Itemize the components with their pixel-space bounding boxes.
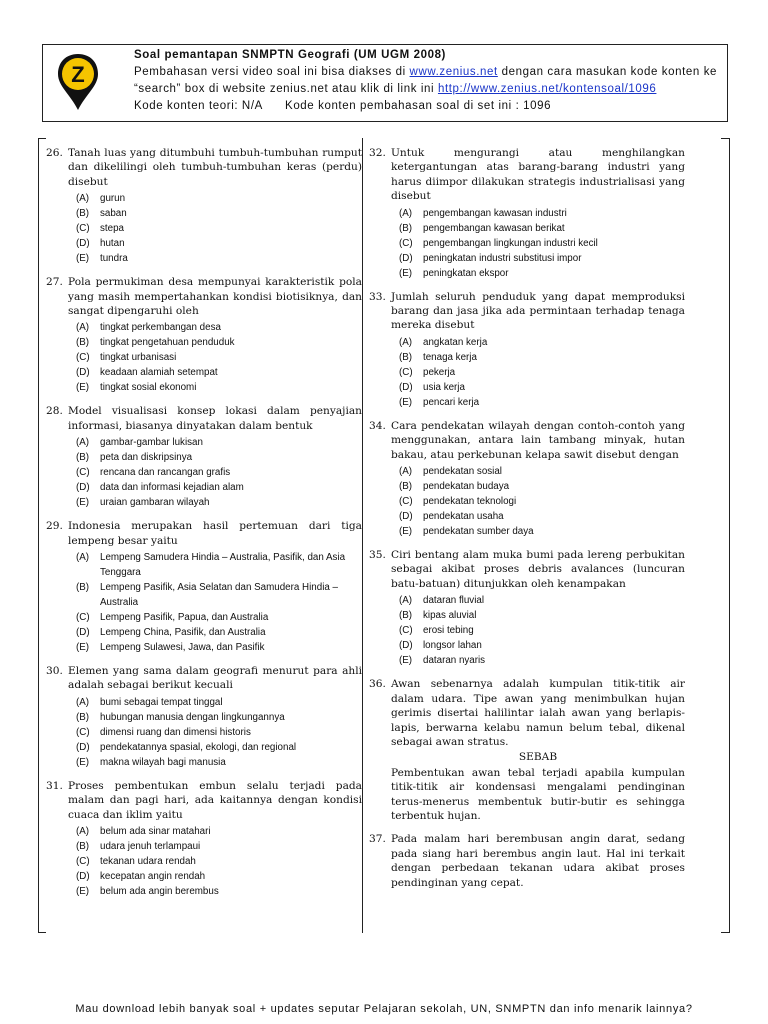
option-item [76,350,362,365]
option-letter: (D) [76,627,90,639]
option-text: udara jenuh terlampaui [100,841,201,853]
option-letter: (C) [76,223,90,235]
option-text: Lempeng Sulawesi, Jawa, dan Pasifik [100,642,265,654]
option-letter: (D) [76,482,90,494]
option-text: peta dan diskripsinya [100,452,193,464]
option-list [76,695,362,770]
option-letter: (E) [76,382,90,394]
question-number: 36. [369,678,386,691]
option-letter: (D) [399,252,413,264]
option-letter: (B) [399,351,413,363]
question-stem [369,548,685,591]
option-text: tingkat pengetahuan penduduk [100,337,235,349]
option-text: kecepatan angin rendah [100,871,206,883]
question-text: Elemen yang sama dalam geografi menurut para ahli adalah sebagai berikut kecuali [68,665,362,692]
option-item [76,221,362,236]
question-text: Tanah luas yang ditumbuhi tumbuh-tumbuhan rumput dan dikelilingi oleh tumbuh-tumbuhan keras (perdu) disebut [68,147,362,188]
option-item [76,625,362,640]
question-29 [46,519,362,655]
question-34 [369,419,685,539]
option-letter: (C) [399,237,413,249]
option-letter: (A) [399,336,413,348]
option-list [76,550,362,655]
option-text: hubungan manusia dengan lingkungannya [100,711,285,723]
option-text: pendekatannya spasial, ekologi, dan regional [100,741,297,753]
option-item [399,395,685,410]
question-stem [46,779,362,822]
option-item [399,524,685,539]
option-list [399,593,685,668]
option-letter: (E) [76,756,90,768]
option-text: pendekatan sumber daya [423,526,534,538]
option-letter: (B) [399,481,413,493]
svg-text:Z: Z [71,62,85,87]
option-item [76,450,362,465]
option-letter: (A) [76,552,90,564]
option-letter: (A) [399,466,413,478]
option-list [399,335,685,410]
option-letter: (B) [76,711,90,723]
option-item [399,593,685,608]
question-30 [46,664,362,770]
option-list [399,464,685,539]
option-item [76,839,362,854]
question-27 [46,275,362,395]
option-item [399,266,685,281]
option-item [399,479,685,494]
option-letter: (E) [76,886,90,898]
option-item [399,608,685,623]
option-item [76,480,362,495]
question-text: Awan sebenarnya adalah kumpulan titik-titik air dalam udara. Tipe awan yang menimbulkan hujan gerimis disertai halilintar ialah awan yang berlapis-lapis, berwarna kelabu namun belum tebal, dikenal sebagai awan stratus. [391,678,685,748]
option-letter: (C) [399,496,413,508]
question-number: 33. [369,290,386,303]
option-text: data dan informasi kejadian alam [100,482,244,494]
question-32 [369,146,685,281]
option-letter: (D) [399,381,413,393]
sebab-label: SEBAB [518,751,558,764]
option-letter: (A) [76,696,90,708]
option-letter: (E) [399,655,413,667]
option-text: keadaan alamiah setempat [100,367,218,379]
question-number: 34. [369,419,386,432]
option-letter: (C) [76,467,90,479]
option-text: tingkat perkembangan desa [100,322,221,334]
option-letter: (A) [399,207,413,219]
option-item [76,435,362,450]
question-text: Indonesia merupakan hasil pertemuan dari tiga lempeng besar yaitu [68,520,362,547]
option-letter: (D) [76,741,90,753]
option-letter: (A) [76,826,90,838]
option-text: pencari kerja [423,396,480,408]
option-list [76,824,362,899]
option-item [76,465,362,480]
option-text: pendekatan usaha [423,511,504,523]
option-item [399,494,685,509]
question-text: Ciri bentang alam muka bumi pada lereng perbukitan sebagai akibat proses debris avalances (luncuran batu-batuan) ditunjukkan oleh kenampakan [391,549,685,590]
option-item [399,236,685,251]
question-28 [46,404,362,510]
option-text: longsor lahan [423,640,482,652]
option-text: pekerja [423,366,456,378]
question-stem [46,664,362,693]
option-letter: (A) [76,322,90,334]
option-item [399,638,685,653]
question-31 [46,779,362,899]
option-text: pendekatan sosial [423,466,502,478]
option-item [76,495,362,510]
option-item [76,710,362,725]
right-column [369,146,685,899]
option-letter: (E) [76,642,90,654]
option-letter: (E) [399,396,413,408]
question-37 [369,832,685,890]
option-item [76,725,362,740]
question-text: Pola permukiman desa mempunyai karakteristik pola yang masih mempertahankan kondisi biotisiknya, dan sangat dipengaruhi oleh [68,276,362,318]
option-text: tingkat urbanisasi [100,352,177,364]
question-text: Pada malam hari berembusan angin darat, sedang pada siang hari berembus angin laut. Hal ini terkait dengan perbedaan tekanan udara akibat proses pendinginan yang cepat. [391,833,685,889]
option-item [399,335,685,350]
option-text: pengembangan kawasan industri [423,207,567,219]
header-line-2: Pembahasan versi video soal ini bisa diakses di www.zenius.net dengan cara masukan kode konten ke [134,66,718,78]
option-text: peningkatan ekspor [423,267,509,279]
question-text: Proses pembentukan embun selalu terjadi pada malam dan pagi hari, ada kaitannya dengan kondisi cuaca dan iklim yaitu [68,779,362,821]
option-item [399,509,685,524]
option-item [76,740,362,755]
option-item [399,464,685,479]
reason-text: Pembentukan awan tebal terjadi apabila kumpulan titik-titik air kondensasi mengalami pendinginan terus-menerus membentuk butir-butir es sehingga terbentuk hujan. [391,766,685,822]
question-number: 35. [369,549,386,562]
option-item [76,191,362,206]
option-list [76,320,362,395]
question-number: 27. [46,276,63,289]
option-text: kipas aluvial [423,610,477,622]
option-text: gambar-gambar lukisan [100,437,203,449]
option-item [76,884,362,899]
question-36 [369,677,685,823]
option-item [399,365,685,380]
question-number: 30. [46,665,63,678]
option-text: belum ada sinar matahari [100,826,211,838]
question-stem [369,832,685,890]
option-letter: (B) [76,841,90,853]
option-text: usia kerja [423,381,465,393]
option-list [76,435,362,510]
option-text: Lempeng Samudera Hindia – Australia, Pasifik, dan Asia Tenggara [100,552,346,579]
option-item [76,320,362,335]
option-text: pengembangan kawasan berikat [423,222,565,234]
option-text: Lempeng China, Pasifik, dan Australia [100,627,266,639]
question-number: 29. [46,520,63,533]
option-text: angkatan kerja [423,336,488,348]
option-text: pendekatan budaya [423,481,510,493]
question-stem [46,275,362,318]
option-item [399,251,685,266]
option-item [76,365,362,380]
option-letter: (A) [76,193,90,205]
question-text: Model visualisasi konsep lokasi dalam penyajian informasi, biasanya dinyatakan dalam bentuk [68,405,362,432]
option-item [76,640,362,655]
option-letter: (D) [399,511,413,523]
option-text: belum ada angin berembus [100,886,219,898]
option-letter: (E) [76,497,90,509]
option-item [76,824,362,839]
option-item [76,755,362,770]
option-text: hutan [100,238,125,250]
option-text: saban [100,208,127,220]
option-text: peningkatan industri substitusi impor [423,252,582,264]
option-text: tekanan udara rendah [100,856,196,868]
option-letter: (C) [76,856,90,868]
option-item [76,550,362,580]
question-number: 32. [369,147,386,159]
header-line-3: “search” box di website zenius.net atau klik di link ini http://www.zenius.net/kontensoal/1096 [134,83,657,95]
option-text: dataran nyaris [423,655,486,667]
option-item [76,854,362,869]
option-letter: (B) [76,208,90,220]
option-letter: (C) [76,352,90,364]
zenius-link[interactable]: www.zenius.net [409,66,498,78]
page-title: Soal pemantapan SNMPTN Geografi (UM UGM 2008) [134,49,446,61]
option-list [399,206,685,281]
option-letter: (D) [76,871,90,883]
option-text: gurun [100,193,126,205]
option-text: Lempeng Pasifik, Asia Selatan dan Samudera Hindia – Australia [100,582,338,609]
option-letter: (A) [76,437,90,449]
option-item [399,653,685,668]
question-35 [369,548,685,668]
option-item [76,695,362,710]
option-letter: (C) [399,625,413,637]
question-number: 26. [46,147,63,159]
option-item [76,206,362,221]
option-letter: (D) [76,367,90,379]
question-text: Cara pendekatan wilayah dengan contoh-contoh yang menggunakan, antara lain tambang minyak, hutan bakau, atau perkebunan kelapa sawit disebut dengan [391,419,685,461]
option-item [76,335,362,350]
question-stem [369,677,685,749]
question-stem [46,519,362,548]
option-item [399,623,685,638]
option-item [399,350,685,365]
option-item [76,580,362,610]
question-stem [46,404,362,433]
header-text [134,47,724,115]
option-letter: (C) [399,366,413,378]
option-item [76,251,362,266]
option-letter: (B) [399,222,413,234]
left-column [46,146,362,908]
question-stem [369,146,685,204]
question-number: 31. [46,779,63,792]
option-item [399,380,685,395]
option-text: Lempeng Pasifik, Papua, dan Australia [100,612,269,624]
option-text: tundra [100,253,128,265]
option-text: bumi sebagai tempat tinggal [100,696,223,708]
option-letter: (B) [76,337,90,349]
question-stem [369,290,685,333]
option-text: rencana dan rancangan grafis [100,467,231,479]
option-letter: (E) [399,267,413,279]
option-text: pendekatan teknologi [423,496,517,508]
option-letter: (E) [399,526,413,538]
option-text: erosi tebing [423,625,474,637]
option-letter: (C) [76,612,90,624]
option-letter: (B) [76,582,90,594]
zenius-logo [56,52,100,112]
option-text: tenaga kerja [423,351,477,363]
option-letter: (B) [76,452,90,464]
question-number: 37. [369,833,386,846]
question-33 [369,290,685,410]
option-letter: (C) [76,726,90,738]
option-item [76,236,362,251]
option-item [76,869,362,884]
question-text: Untuk mengurangi atau menghilangkan ketergantungan atas barang-barang industri yang harus diimpor dilakukan strategis industrialisasi yang disebut [391,147,685,203]
option-letter: (E) [76,253,90,265]
option-list [76,191,362,266]
option-text: uraian gambaran wilayah [100,497,210,509]
option-text: tingkat sosial ekonomi [100,382,197,394]
question-text: Jumlah seluruh penduduk yang dapat memproduksi barang dan jasa jika ada permintaan terhadap tenaga mereka disebut [391,290,685,332]
option-item [399,206,685,221]
question-stem [369,419,685,462]
option-text: stepa [100,223,124,235]
header-line-4: Kode konten teori: N/A Kode konten pembahasan soal di set ini : 1096 [134,100,552,112]
option-item [76,610,362,625]
option-letter: (A) [399,595,413,607]
option-letter: (B) [399,610,413,622]
option-item [399,221,685,236]
footer-text: Mau download lebih banyak soal + updates seputar Pelajaran sekolah, UN, SNMPTN dan info menarik lainnya? [75,1003,693,1015]
option-text: pengembangan lingkungan industri kecil [423,237,598,249]
option-letter: (D) [76,238,90,250]
option-item [76,380,362,395]
question-stem [46,146,362,189]
option-text: dimensi ruang dan dimensi historis [100,726,251,738]
kontensoal-link[interactable]: http://www.zenius.net/kontensoal/1096 [437,83,657,95]
option-text: makna wilayah bagi manusia [100,756,226,768]
option-text: dataran fluvial [423,595,484,607]
option-letter: (D) [399,640,413,652]
question-number: 28. [46,405,63,418]
question-26 [46,146,362,266]
